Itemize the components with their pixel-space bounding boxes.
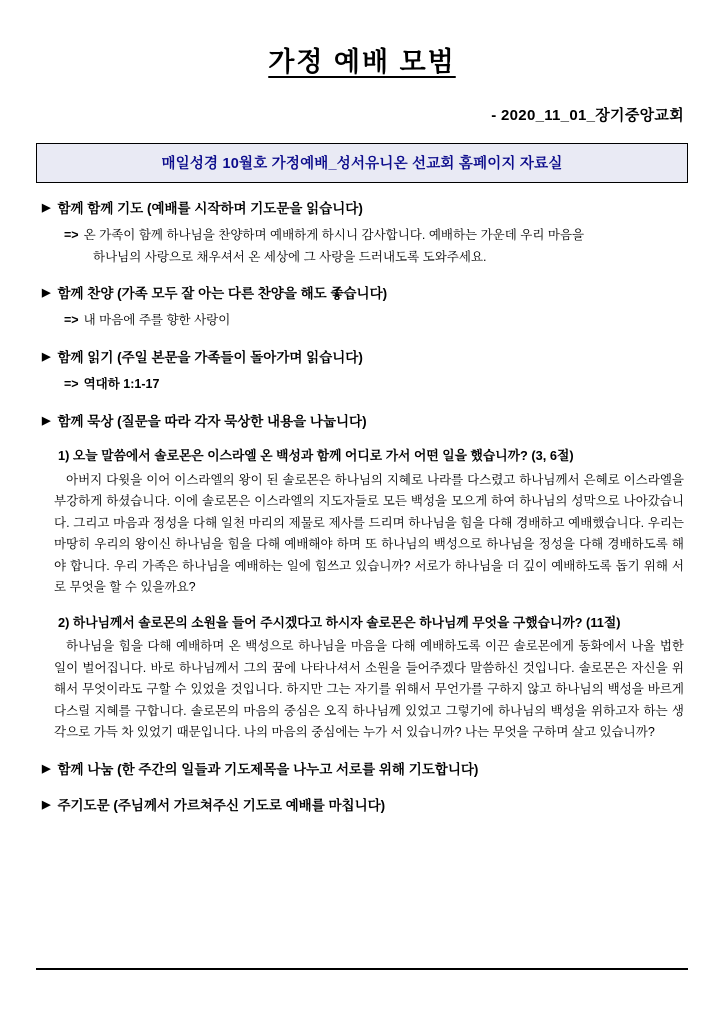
section-line-text: 내 마음에 주를 향한 사랑이	[83, 313, 231, 328]
section-line	[36, 310, 688, 332]
question-label: 1) 오늘 말씀에서 솔로몬은 이스라엘 온 백성과 함께 어디로 가서 어떤 일을 했습니까? (3, 6절)	[58, 447, 574, 463]
section-praise	[36, 285, 688, 332]
question-body: 아버지 다윗을 이어 이스라엘의 왕이 된 솔로몬은 하나님의 지혜로 나라를 다스렸고 하나님께서 은혜로 이스라엘을 부강하게 하셨습니다. 이에 솔로몬은 이스라엘의 지도자들로 모든 백성을 모으게 하여 하나님의 성막으로 나아갔습니다. 그리고 마음과 정성을 다해 일천 마리의 제물로 제사를 드리며 하나님을 힘을 다해 경배하고 예배했습니다. 우리는 마땅히 우리의 왕이신 하나님을 힘을 다해 예배해야 하며 또 하나님의 백성으로 하나님을 정성을 다해 경배하도록 해야 합니다. 우리 가족은 하나님을 예배하는 일에 힘쓰고 있습니까? 서로가 하나님을 더 깊이 예배하도록 돕기 위해 서로 무엇을 할 수 있을까요?	[54, 472, 684, 595]
section-line	[36, 225, 688, 247]
section-heading-text: 함께 함께 기도 (예배를 시작하며 기도문을 읽습니다)	[57, 200, 363, 216]
page-title: 가정 예배 모범	[268, 47, 456, 77]
section-reading	[36, 349, 688, 396]
arrow-icon: =>	[64, 227, 79, 242]
scripture-reference: 역대하 1:1-17	[83, 377, 160, 392]
section-heading-text: 함께 읽기 (주일 본문을 가족들이 돌아가며 읽습니다)	[57, 350, 363, 366]
triangle-bullet-icon: ▶	[42, 798, 51, 811]
section-meditation	[36, 413, 688, 744]
section-heading	[36, 349, 688, 368]
triangle-bullet-icon: ▶	[42, 351, 51, 364]
section-heading-text: 함께 묵상 (질문을 따라 각자 묵상한 내용을 나눕니다)	[57, 413, 367, 429]
arrow-icon: =>	[64, 377, 79, 392]
question-label: 2) 하나님께서 솔로몬의 소원을 들어 주시겠다고 하시자 솔로몬은 하나님께 무엇을 구했습니까? (11절)	[58, 614, 621, 630]
section-heading	[36, 285, 688, 304]
section-lords-prayer	[36, 797, 688, 816]
footer-divider	[36, 968, 688, 970]
section-line-continued: 하나님의 사랑으로 채우셔서 온 세상에 그 사랑을 드러내도록 도와주세요.	[93, 249, 487, 264]
section-line-text: 온 가족이 함께 하나님을 찬양하며 예배하게 하시니 감사합니다. 예배하는 가운데 우리 마음을	[83, 227, 585, 242]
section-heading-text: 함께 나눔 (한 주간의 일들과 기도제목을 나누고 서로를 위해 기도합니다)	[57, 761, 479, 777]
document-subtitle: - 2020_11_01_장기중앙교회	[491, 106, 684, 124]
arrow-icon: =>	[64, 313, 79, 328]
section-heading-text: 주기도문 (주님께서 가르쳐주신 기도로 예배를 마칩니다)	[57, 797, 386, 813]
section-heading	[36, 413, 688, 432]
question-body: 하나님을 힘을 다해 예배하며 온 백성으로 하나님을 마음을 다해 예배하도록 이끈 솔로몬에게 동화에서 나올 법한 일이 벌어집니다. 바로 하나님께서 그의 꿈에 나타나셔서 소원을 들어주겠다 말씀하신 것입니다. 솔로몬은 자신을 위해서 무엇이라도 구할 수 있었을 것입니다. 하지만 그는 자기를 위해서 무언가를 구하지 않고 하나님의 백성을 바르게 다스릴 지혜를 구합니다. 솔로몬의 마음의 중심은 오직 하나님께 있었고 그렇기에 하나님의 백성을 위하고자 하는 생각으로 가득 차 있었기 때문입니다. 나의 마음의 중심에는 누가 서 있습니까? 나는 무엇을 구하며 살고 있습니까?	[54, 639, 684, 740]
section-heading	[36, 797, 688, 816]
section-heading-text: 함께 찬양 (가족 모두 잘 아는 다른 찬양을 해도 좋습니다)	[57, 286, 388, 302]
triangle-bullet-icon: ▶	[42, 287, 51, 300]
section-sharing	[36, 761, 688, 780]
triangle-bullet-icon: ▶	[42, 762, 51, 775]
source-banner: 매일성경 10월호 가정예배_성서유니온 선교회 홈페이지 자료실	[36, 143, 688, 183]
triangle-bullet-icon: ▶	[42, 201, 51, 214]
section-heading	[36, 761, 688, 780]
section-prayer	[36, 200, 688, 269]
section-heading	[36, 200, 688, 219]
section-line	[36, 374, 688, 396]
triangle-bullet-icon: ▶	[42, 414, 51, 427]
